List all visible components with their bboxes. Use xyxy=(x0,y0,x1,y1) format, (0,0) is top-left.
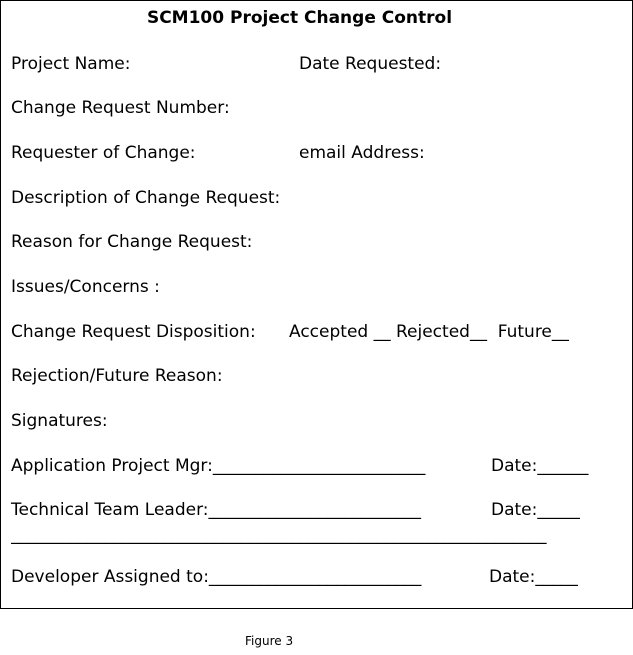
description-label: Description of Change Request: xyxy=(11,188,281,208)
tech-lead-signature-line: Technical Team Leader:_________________________ xyxy=(11,500,422,520)
requester-label: Requester of Change: xyxy=(11,143,196,163)
tech-lead-date: Date:_____ xyxy=(491,500,580,520)
figure-caption: Figure 3 xyxy=(245,634,294,648)
issues-label: Issues/Concerns : xyxy=(11,277,160,297)
app-mgr-date: Date:______ xyxy=(491,456,589,476)
change-request-number-label: Change Request Number: xyxy=(11,98,230,118)
project-name-label: Project Name: xyxy=(11,54,131,74)
rejection-reason-label: Rejection/Future Reason: xyxy=(11,366,223,386)
separator-line: _______________________________________________________________ xyxy=(11,525,547,545)
developer-date: Date:_____ xyxy=(489,567,578,587)
developer-signature-line: Developer Assigned to:_________________________ xyxy=(11,567,422,587)
reason-label: Reason for Change Request: xyxy=(11,232,253,252)
date-requested-label: Date Requested: xyxy=(299,54,442,74)
disposition-label: Change Request Disposition: xyxy=(11,322,256,342)
form-title: SCM100 Project Change Control xyxy=(146,8,453,28)
app-mgr-signature-line: Application Project Mgr:_________________________ xyxy=(11,456,426,476)
disposition-options: Accepted __ Rejected__ Future__ xyxy=(289,322,569,342)
email-label: email Address: xyxy=(299,143,425,163)
signatures-label: Signatures: xyxy=(11,411,108,431)
